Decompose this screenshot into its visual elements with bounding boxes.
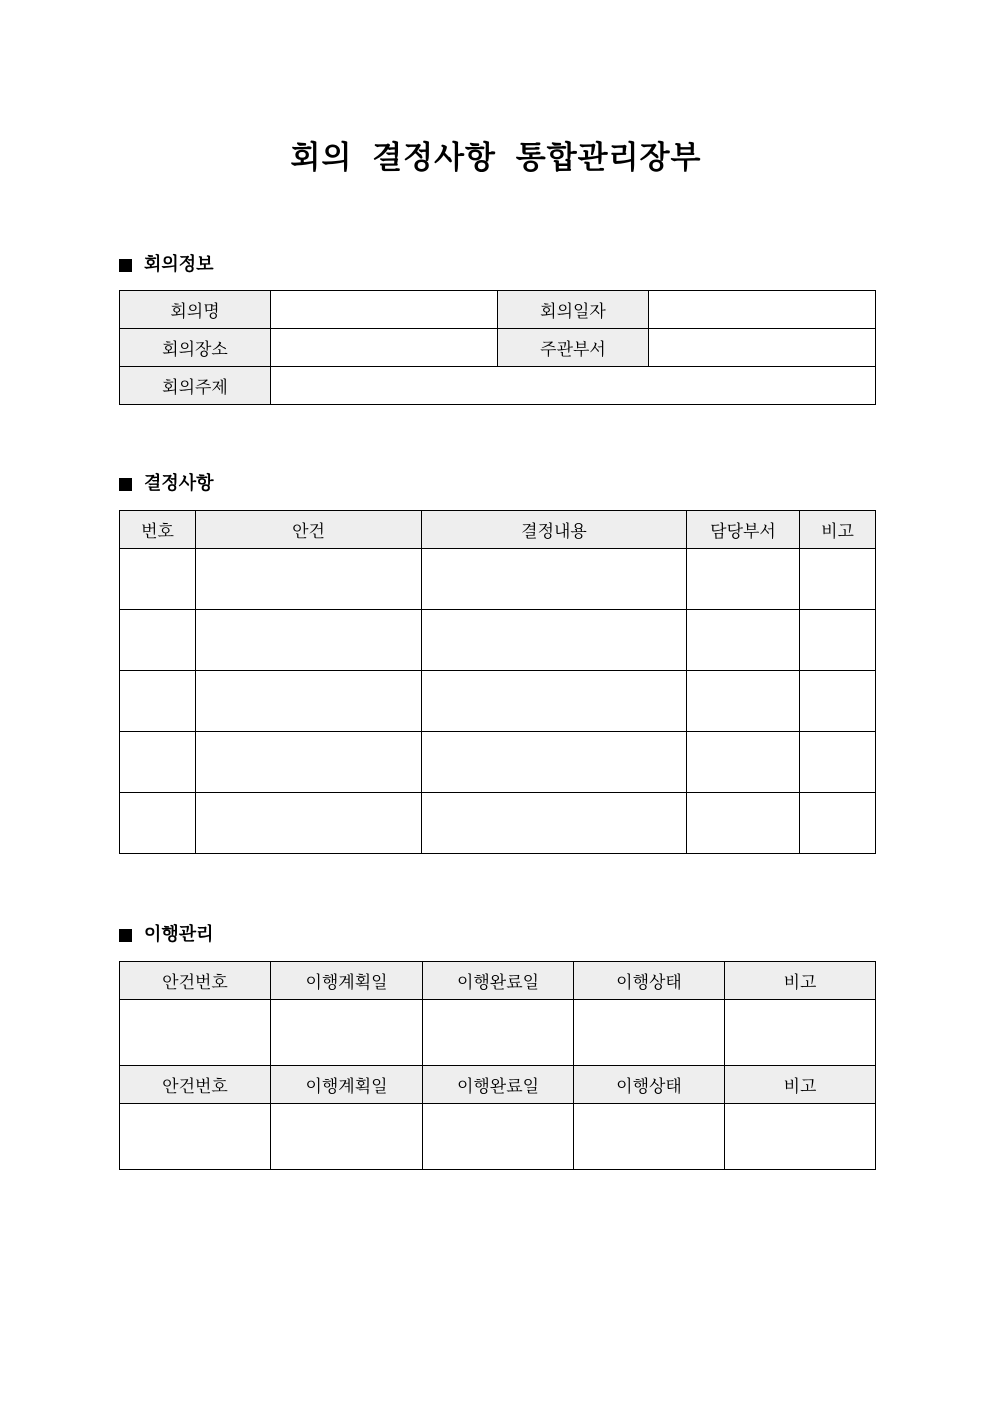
column-header-completed-date: 이행완료일	[423, 962, 574, 1000]
square-bullet-icon	[119, 259, 132, 272]
section-heading-info-label: 회의정보	[144, 254, 214, 275]
meeting-date-label: 회의일자	[498, 291, 649, 329]
table-cell[interactable]	[196, 610, 422, 671]
table-cell[interactable]	[574, 1104, 725, 1170]
column-header-decision-content: 결정내용	[422, 511, 687, 549]
decisions-table	[119, 510, 876, 854]
table-cell[interactable]	[800, 671, 876, 732]
table-cell[interactable]	[687, 793, 800, 854]
table-cell[interactable]	[196, 732, 422, 793]
table-cell[interactable]	[196, 549, 422, 610]
table-cell[interactable]	[120, 671, 196, 732]
column-header-planned-date: 이행계획일	[271, 1066, 423, 1104]
document-title: 회의 결정사항 통합관리장부	[290, 140, 702, 176]
column-header-completed-date: 이행완료일	[423, 1066, 574, 1104]
section-heading-tracking-label: 이행관리	[144, 924, 214, 945]
section-heading-info	[119, 253, 214, 277]
table-row	[120, 549, 876, 610]
table-header-row	[120, 1066, 876, 1104]
meeting-topic-label: 회의주제	[120, 367, 271, 405]
table-cell[interactable]	[800, 549, 876, 610]
table-cell[interactable]	[120, 549, 196, 610]
table-row	[120, 732, 876, 793]
table-cell[interactable]	[120, 1000, 271, 1066]
table-cell[interactable]	[120, 793, 196, 854]
tracking-table	[119, 961, 876, 1170]
section-heading-decisions	[119, 472, 214, 496]
table-cell[interactable]	[422, 549, 687, 610]
table-cell[interactable]	[120, 732, 196, 793]
section-heading-tracking	[119, 923, 214, 947]
column-header-agenda-number: 안건번호	[120, 962, 271, 1000]
column-header-number: 번호	[120, 511, 196, 549]
table-cell[interactable]	[687, 549, 800, 610]
table-row	[120, 1000, 876, 1066]
host-department-field[interactable]	[649, 329, 876, 367]
table-row	[120, 329, 876, 367]
table-cell[interactable]	[271, 1104, 423, 1170]
meeting-name-label: 회의명	[120, 291, 271, 329]
meeting-place-field[interactable]	[271, 329, 498, 367]
host-department-label: 주관부서	[498, 329, 649, 367]
table-cell[interactable]	[725, 1000, 876, 1066]
table-header-row	[120, 962, 876, 1000]
column-header-remarks: 비고	[725, 962, 876, 1000]
table-cell[interactable]	[800, 793, 876, 854]
meeting-topic-field[interactable]	[271, 367, 876, 405]
table-cell[interactable]	[196, 793, 422, 854]
table-cell[interactable]	[423, 1000, 574, 1066]
column-header-agenda: 안건	[196, 511, 422, 549]
table-row	[120, 671, 876, 732]
table-cell[interactable]	[422, 793, 687, 854]
table-cell[interactable]	[422, 732, 687, 793]
meeting-name-field[interactable]	[271, 291, 498, 329]
square-bullet-icon	[119, 929, 132, 942]
meeting-place-label: 회의장소	[120, 329, 271, 367]
table-cell[interactable]	[422, 671, 687, 732]
table-cell[interactable]	[725, 1104, 876, 1170]
section-heading-decisions-label: 결정사항	[144, 473, 214, 494]
table-cell[interactable]	[120, 1104, 271, 1170]
table-cell[interactable]	[422, 610, 687, 671]
table-row	[120, 291, 876, 329]
column-header-agenda-number: 안건번호	[120, 1066, 271, 1104]
table-cell[interactable]	[687, 671, 800, 732]
column-header-planned-date: 이행계획일	[271, 962, 423, 1000]
meeting-date-field[interactable]	[649, 291, 876, 329]
table-cell[interactable]	[574, 1000, 725, 1066]
table-row	[120, 1104, 876, 1170]
table-cell[interactable]	[687, 610, 800, 671]
table-header-row	[120, 511, 876, 549]
column-header-status: 이행상태	[574, 962, 725, 1000]
column-header-remarks: 비고	[800, 511, 876, 549]
table-row	[120, 793, 876, 854]
table-cell[interactable]	[800, 732, 876, 793]
column-header-status: 이행상태	[574, 1066, 725, 1104]
table-cell[interactable]	[423, 1104, 574, 1170]
table-cell[interactable]	[800, 610, 876, 671]
table-row	[120, 367, 876, 405]
table-cell[interactable]	[196, 671, 422, 732]
table-row	[120, 610, 876, 671]
table-cell[interactable]	[687, 732, 800, 793]
column-header-remarks: 비고	[725, 1066, 876, 1104]
square-bullet-icon	[119, 478, 132, 491]
table-cell[interactable]	[271, 1000, 423, 1066]
meeting-info-table	[119, 290, 876, 405]
table-cell[interactable]	[120, 610, 196, 671]
column-header-department: 담당부서	[687, 511, 800, 549]
